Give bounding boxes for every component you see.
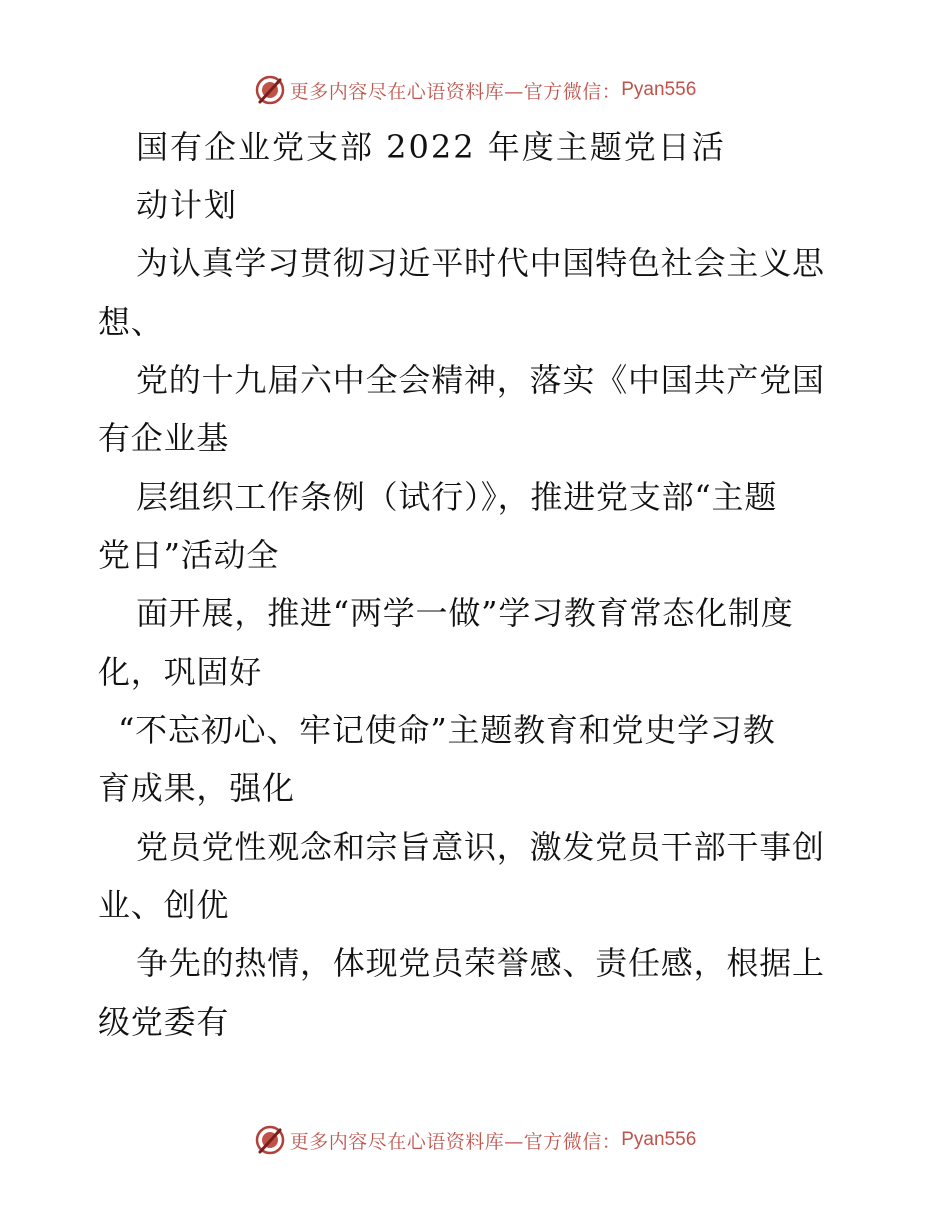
paragraph-line: 想、 [98, 303, 164, 341]
paragraph-line: 育成果，强化 [98, 769, 295, 807]
footer-watermark [0, 1120, 950, 1160]
document-title-line-1: 国有企业党支部 2022 年度主题党日活 [136, 128, 726, 166]
paragraph-line: 化，巩固好 [98, 653, 263, 691]
paragraph-line: 有企业基 [98, 419, 230, 457]
paragraph-line: 为认真学习贯彻习近平时代中国特色社会主义思 [136, 244, 825, 282]
paragraph-line: 层组织工作条例（试行）》，推进党支部“主题 [136, 478, 778, 516]
paragraph-line: 业、创优 [98, 886, 230, 924]
quill-seal-icon [254, 1124, 286, 1156]
document-title-line-2: 动计划 [136, 186, 239, 224]
paragraph-line: “不忘初心、牢记使命”主题教育和党史学习教 [118, 711, 776, 749]
watermark-text: 更多内容尽在心语资料库—官方微信： [289, 1130, 622, 1153]
header-watermark [0, 70, 950, 110]
paragraph-line: 面开展，推进“两学一做”学习教育常态化制度 [136, 594, 794, 632]
paragraph-line: 党日”活动全 [98, 536, 280, 574]
quill-seal-icon [254, 74, 286, 106]
watermark-text: 更多内容尽在心语资料库—官方微信： [289, 80, 622, 103]
paragraph-line: 争先的热情，体现党员荣誉感、责任感，根据上 [136, 944, 825, 982]
watermark-wechat-id: Pyan556 [621, 79, 697, 100]
watermark-wechat-id: Pyan556 [621, 1129, 697, 1150]
paragraph-line: 党员党性观念和宗旨意识，激发党员干部干事创 [136, 828, 825, 866]
paragraph-line: 党的十九届六中全会精神，落实《中国共产党国 [136, 361, 825, 399]
paragraph-line: 级党委有 [98, 1003, 230, 1041]
